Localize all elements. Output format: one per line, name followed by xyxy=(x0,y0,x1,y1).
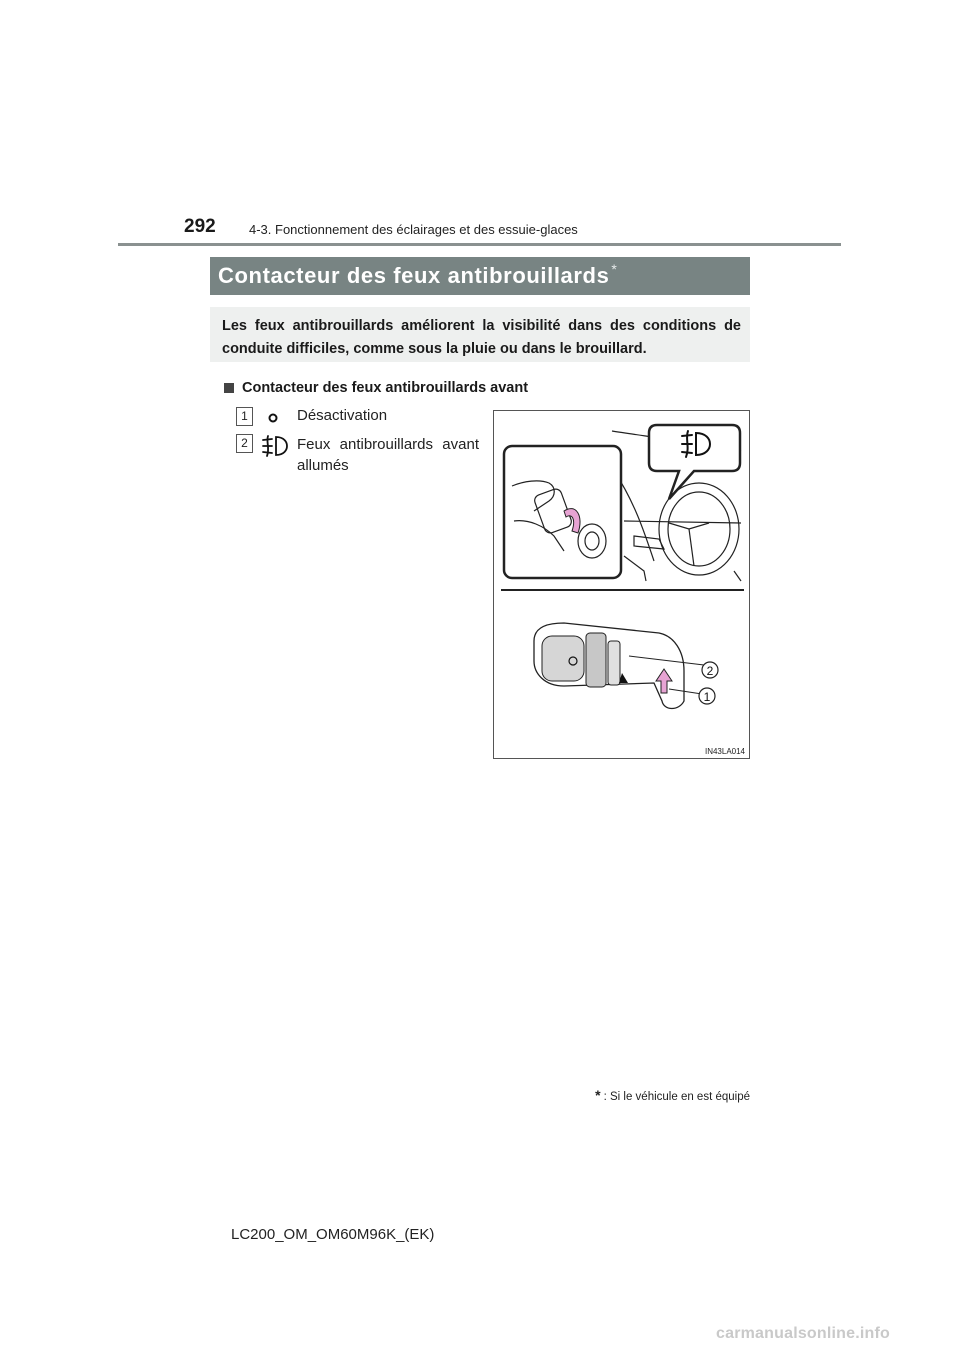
off-indicator-icon xyxy=(266,408,280,430)
speech-bubble xyxy=(649,425,740,499)
list-item xyxy=(236,434,486,484)
callout-1: 1 xyxy=(703,690,711,704)
footnote xyxy=(584,1087,750,1103)
hand-inset xyxy=(504,446,621,578)
subsection-heading-text: Contacteur des feux antibrouillards avant xyxy=(242,380,529,396)
combination-switch-stalk xyxy=(534,623,704,709)
page-title: Contacteur des feux antibrouillards xyxy=(218,263,610,288)
watermark-text: carmanualsonline.info xyxy=(716,1325,891,1342)
footer-document-code: LC200_OM_OM60M96K_(EK) xyxy=(231,1226,435,1243)
section-title: 4-3. Fonctionnement des éclairages et des essuie-glaces xyxy=(249,222,578,237)
subsection-heading xyxy=(224,380,528,396)
header-divider xyxy=(118,243,841,246)
title-asterisk: * xyxy=(611,261,617,277)
bullet-square-icon xyxy=(224,383,234,393)
intro-paragraph: Les feux antibrouillards améliorent la visibilité dans des conditions de conduite difficiles, comme sous la pluie ou dans le brouillard. xyxy=(210,307,750,362)
callout-2: 2 xyxy=(706,664,714,678)
front-fog-light-icon xyxy=(260,434,290,462)
footnote-asterisk: * xyxy=(595,1087,601,1103)
page-title-bar xyxy=(210,257,750,295)
footnote-text: : Si le véhicule en est équipé xyxy=(603,1091,750,1103)
illustration-fog-light-switch xyxy=(493,410,750,759)
item-number-badge: 1 xyxy=(236,407,253,426)
item-label: Feux antibrouillards avant allumés xyxy=(297,436,479,474)
list-item xyxy=(236,407,486,431)
figure-code: IN43LA014 xyxy=(704,747,745,756)
item-number-badge: 2 xyxy=(236,434,253,453)
page-number: 292 xyxy=(184,216,216,237)
item-label: Désactivation xyxy=(297,407,388,424)
